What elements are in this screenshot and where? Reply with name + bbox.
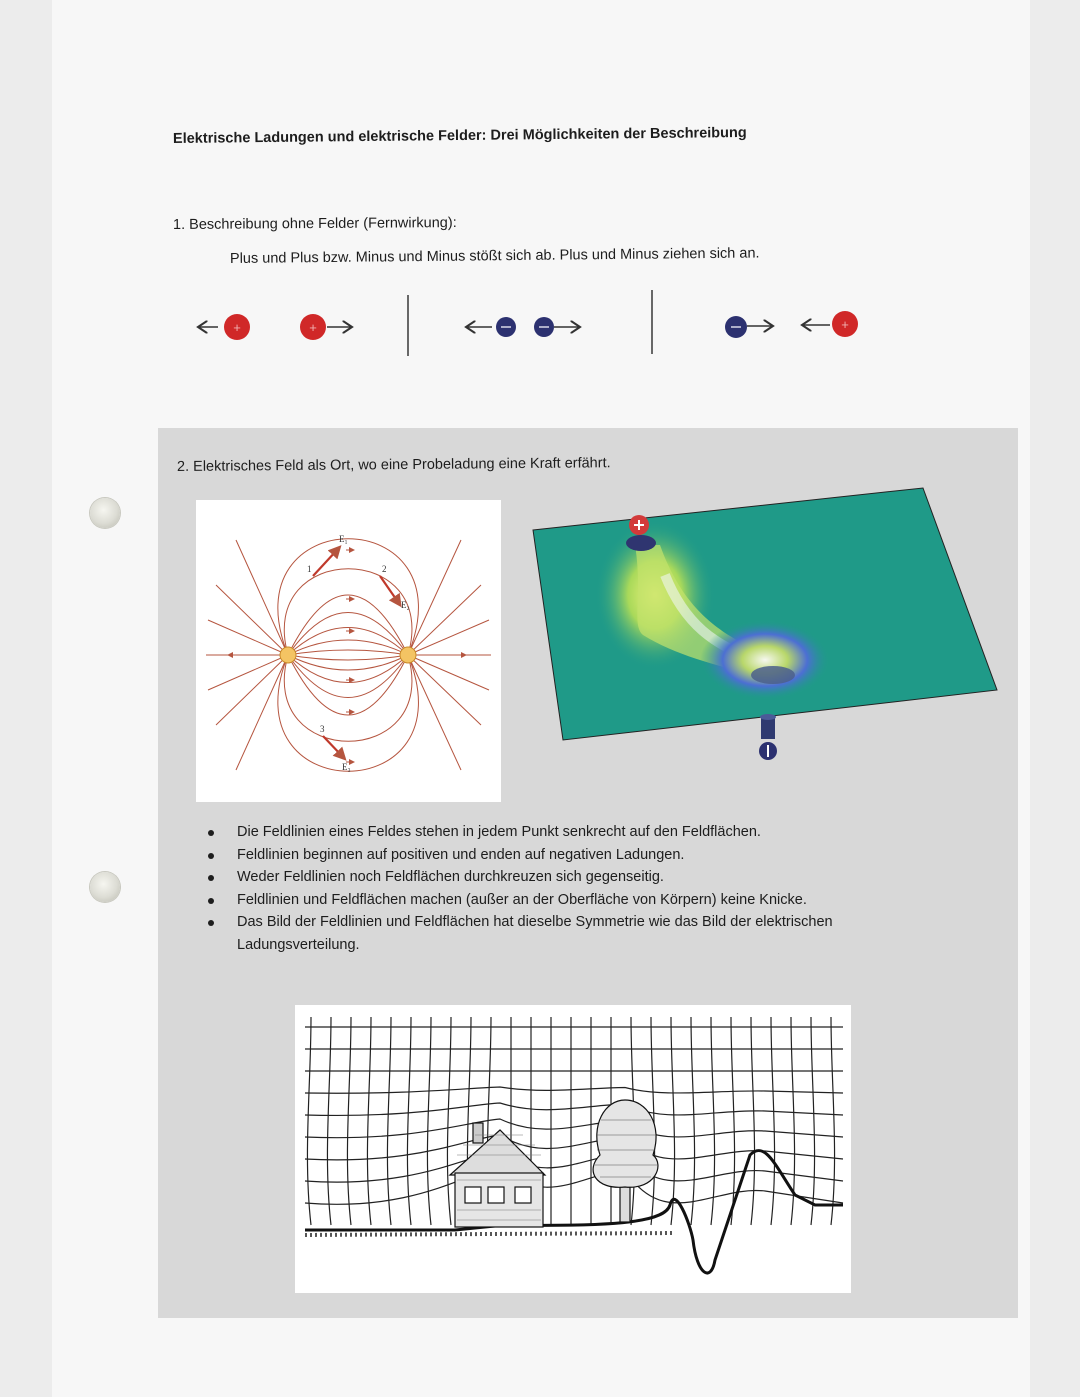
label-n1: 1	[307, 564, 312, 574]
section2-heading: 2. Elektrisches Feld als Ort, wo eine Probeladung eine Kraft erfährt.	[176, 455, 611, 475]
list-item: Weder Feldlinien noch Feldflächen durchkreuzen sich gegenseitig.	[205, 866, 845, 889]
negative-charge	[400, 647, 416, 663]
punch-hole-top	[90, 498, 120, 528]
dipole-field-lines-figure	[196, 500, 501, 802]
list-item: Das Bild der Feldlinien und Feldflächen hat dieselbe Symmetrie wie das Bild der elektrischen Ladungsverteilung.	[205, 911, 845, 956]
svg-text:+: +	[233, 320, 241, 335]
list-item: Feldlinien und Feldflächen machen (außer an der Oberfläche von Körpern) keine Knicke.	[205, 889, 845, 912]
minus-charge-icon	[725, 316, 747, 338]
svg-text:+: +	[841, 317, 849, 332]
plus-charge-icon	[224, 314, 250, 340]
rules-list	[205, 821, 845, 956]
punch-hole-bottom	[90, 872, 120, 902]
label-e2: E₂	[401, 600, 410, 610]
positive-charge	[280, 647, 296, 663]
list-item: Die Feldlinien eines Feldes stehen in jedem Punkt senkrecht auf den Feldflächen.	[205, 821, 845, 844]
section1-heading: 1. Beschreibung ohne Felder (Fernwirkung):	[172, 215, 457, 233]
plus-charge-icon	[300, 314, 326, 340]
minus-charge-icon	[496, 317, 516, 337]
charge-interaction-figure	[190, 290, 870, 360]
minus-charge-icon	[534, 317, 554, 337]
label-e1: E₁	[339, 534, 348, 544]
tree-icon	[593, 1100, 658, 1222]
label-e3: E₃	[342, 762, 351, 772]
section1-rule: Plus und Plus bzw. Minus und Minus stößt sich ab. Plus und Minus ziehen sich an.	[229, 245, 760, 267]
minus-charge-icon	[759, 742, 777, 760]
page-title: Elektrische Ladungen und elektrische Felder: Drei Möglichkeiten der Beschreibung	[172, 124, 747, 147]
landscape-field-figure	[295, 1005, 851, 1293]
plus-charge-icon	[629, 515, 649, 535]
label-n3: 3	[320, 724, 325, 734]
potential-surface-figure	[525, 485, 1005, 780]
list-item: Feldlinien beginnen auf positiven und enden auf negativen Ladungen.	[205, 844, 845, 867]
svg-text:+: +	[309, 320, 317, 335]
label-n2: 2	[382, 564, 387, 574]
plus-charge-icon	[832, 311, 858, 337]
